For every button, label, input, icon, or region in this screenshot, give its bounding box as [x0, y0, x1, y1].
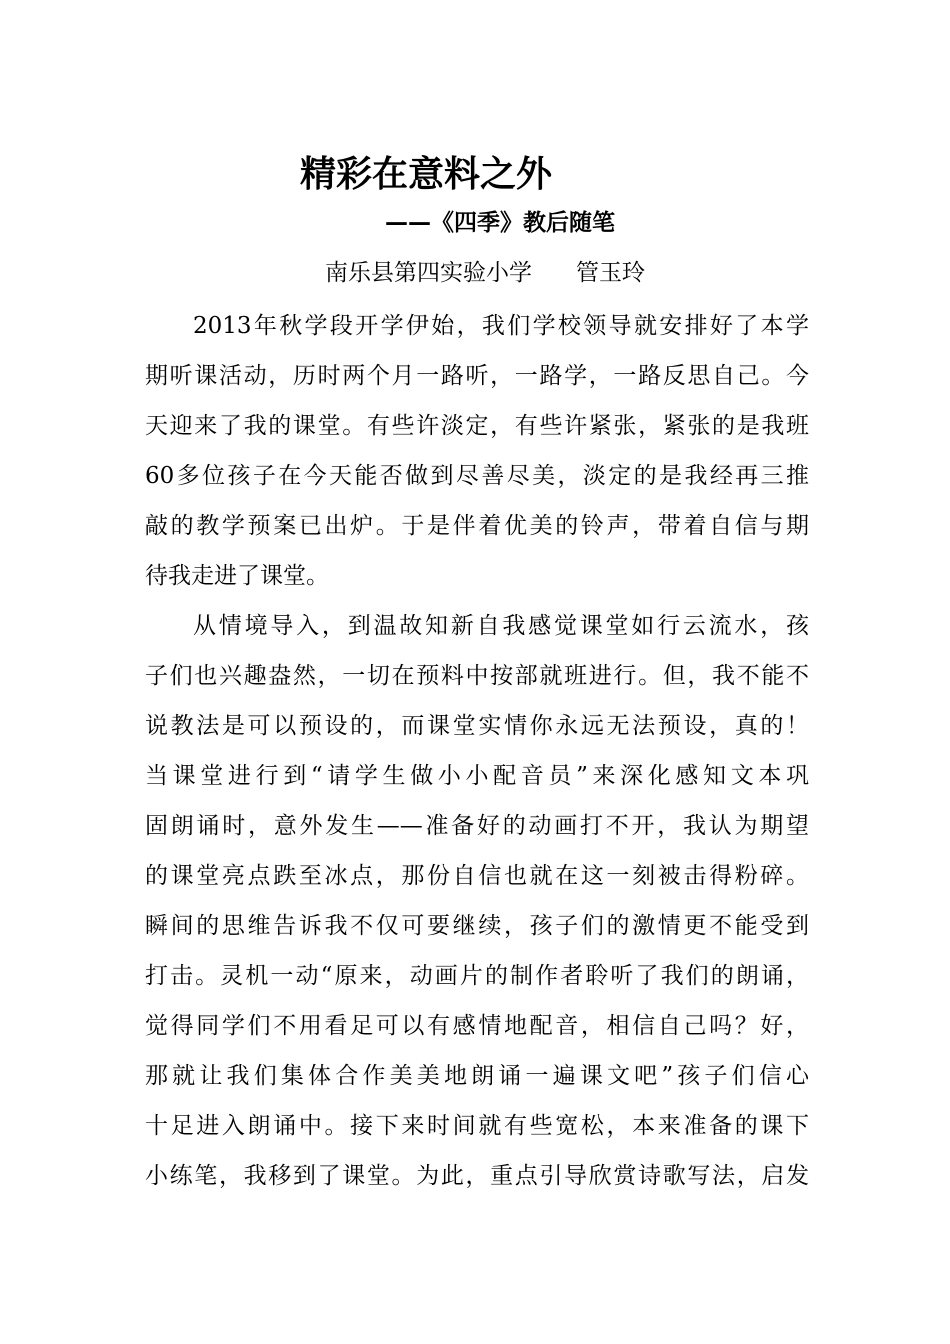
- text-line: 小练笔，我移到了课堂。为此，重点引导欣赏诗歌写法，启发: [145, 1163, 809, 1189]
- text-line: 2013年秋学段开学伊始，我们学校领导就安排好了本学: [193, 313, 809, 339]
- text-line: 敲的教学预案已出炉。于是伴着优美的铃声，带着自信与期: [145, 513, 809, 539]
- document-body: [145, 301, 809, 1201]
- text-line: 从情境导入，到温故知新自我感觉课堂如行云流水，孩: [193, 613, 809, 639]
- text-line: 60多位孩子在今天能否做到尽善尽美，淡定的是我经再三推: [145, 463, 809, 489]
- author-name: 管玉玲: [576, 260, 645, 286]
- text-line: 说教法是可以预设的，而课堂实情你永远无法预设，真的！: [145, 713, 809, 739]
- text-line: 当课堂进行到“请学生做小小配音员”来深化感知文本巩: [145, 763, 809, 789]
- text-line: 觉得同学们不用看足可以有感情地配音，相信自己吗？好，: [145, 1013, 809, 1039]
- text-line: 打击。灵机一动“原来，动画片的制作者聆听了我们的朗诵，: [145, 963, 809, 989]
- paragraph-1: [145, 301, 809, 601]
- byline: [325, 256, 645, 290]
- document-title: 精彩在意料之外: [300, 154, 553, 195]
- text-line: 固朗诵时，意外发生——准备好的动画打不开，我认为期望: [145, 813, 809, 839]
- text-line: 子们也兴趣盎然，一切在预料中按部就班进行。但，我不能不: [145, 663, 809, 689]
- school-name: 南乐县第四实验小学: [325, 260, 532, 286]
- document-subtitle: ——《四季》教后随笔: [385, 210, 615, 236]
- text-line: 的课堂亮点跌至冰点，那份自信也就在这一刻被击得粉碎。: [145, 863, 809, 889]
- paragraph-2: [145, 601, 809, 1201]
- text-line: 那就让我们集体合作美美地朗诵一遍课文吧”孩子们信心: [145, 1063, 809, 1089]
- text-line: 十足进入朗诵中。接下来时间就有些宽松，本来准备的课下: [145, 1113, 809, 1139]
- text-line: 期听课活动，历时两个月一路听，一路学，一路反思自己。今: [145, 363, 809, 389]
- text-line: 天迎来了我的课堂。有些许淡定，有些许紧张，紧张的是我班: [145, 413, 809, 439]
- text-line: 待我走进了课堂。: [145, 563, 329, 589]
- text-line: 瞬间的思维告诉我不仅可要继续，孩子们的激情更不能受到: [145, 913, 809, 939]
